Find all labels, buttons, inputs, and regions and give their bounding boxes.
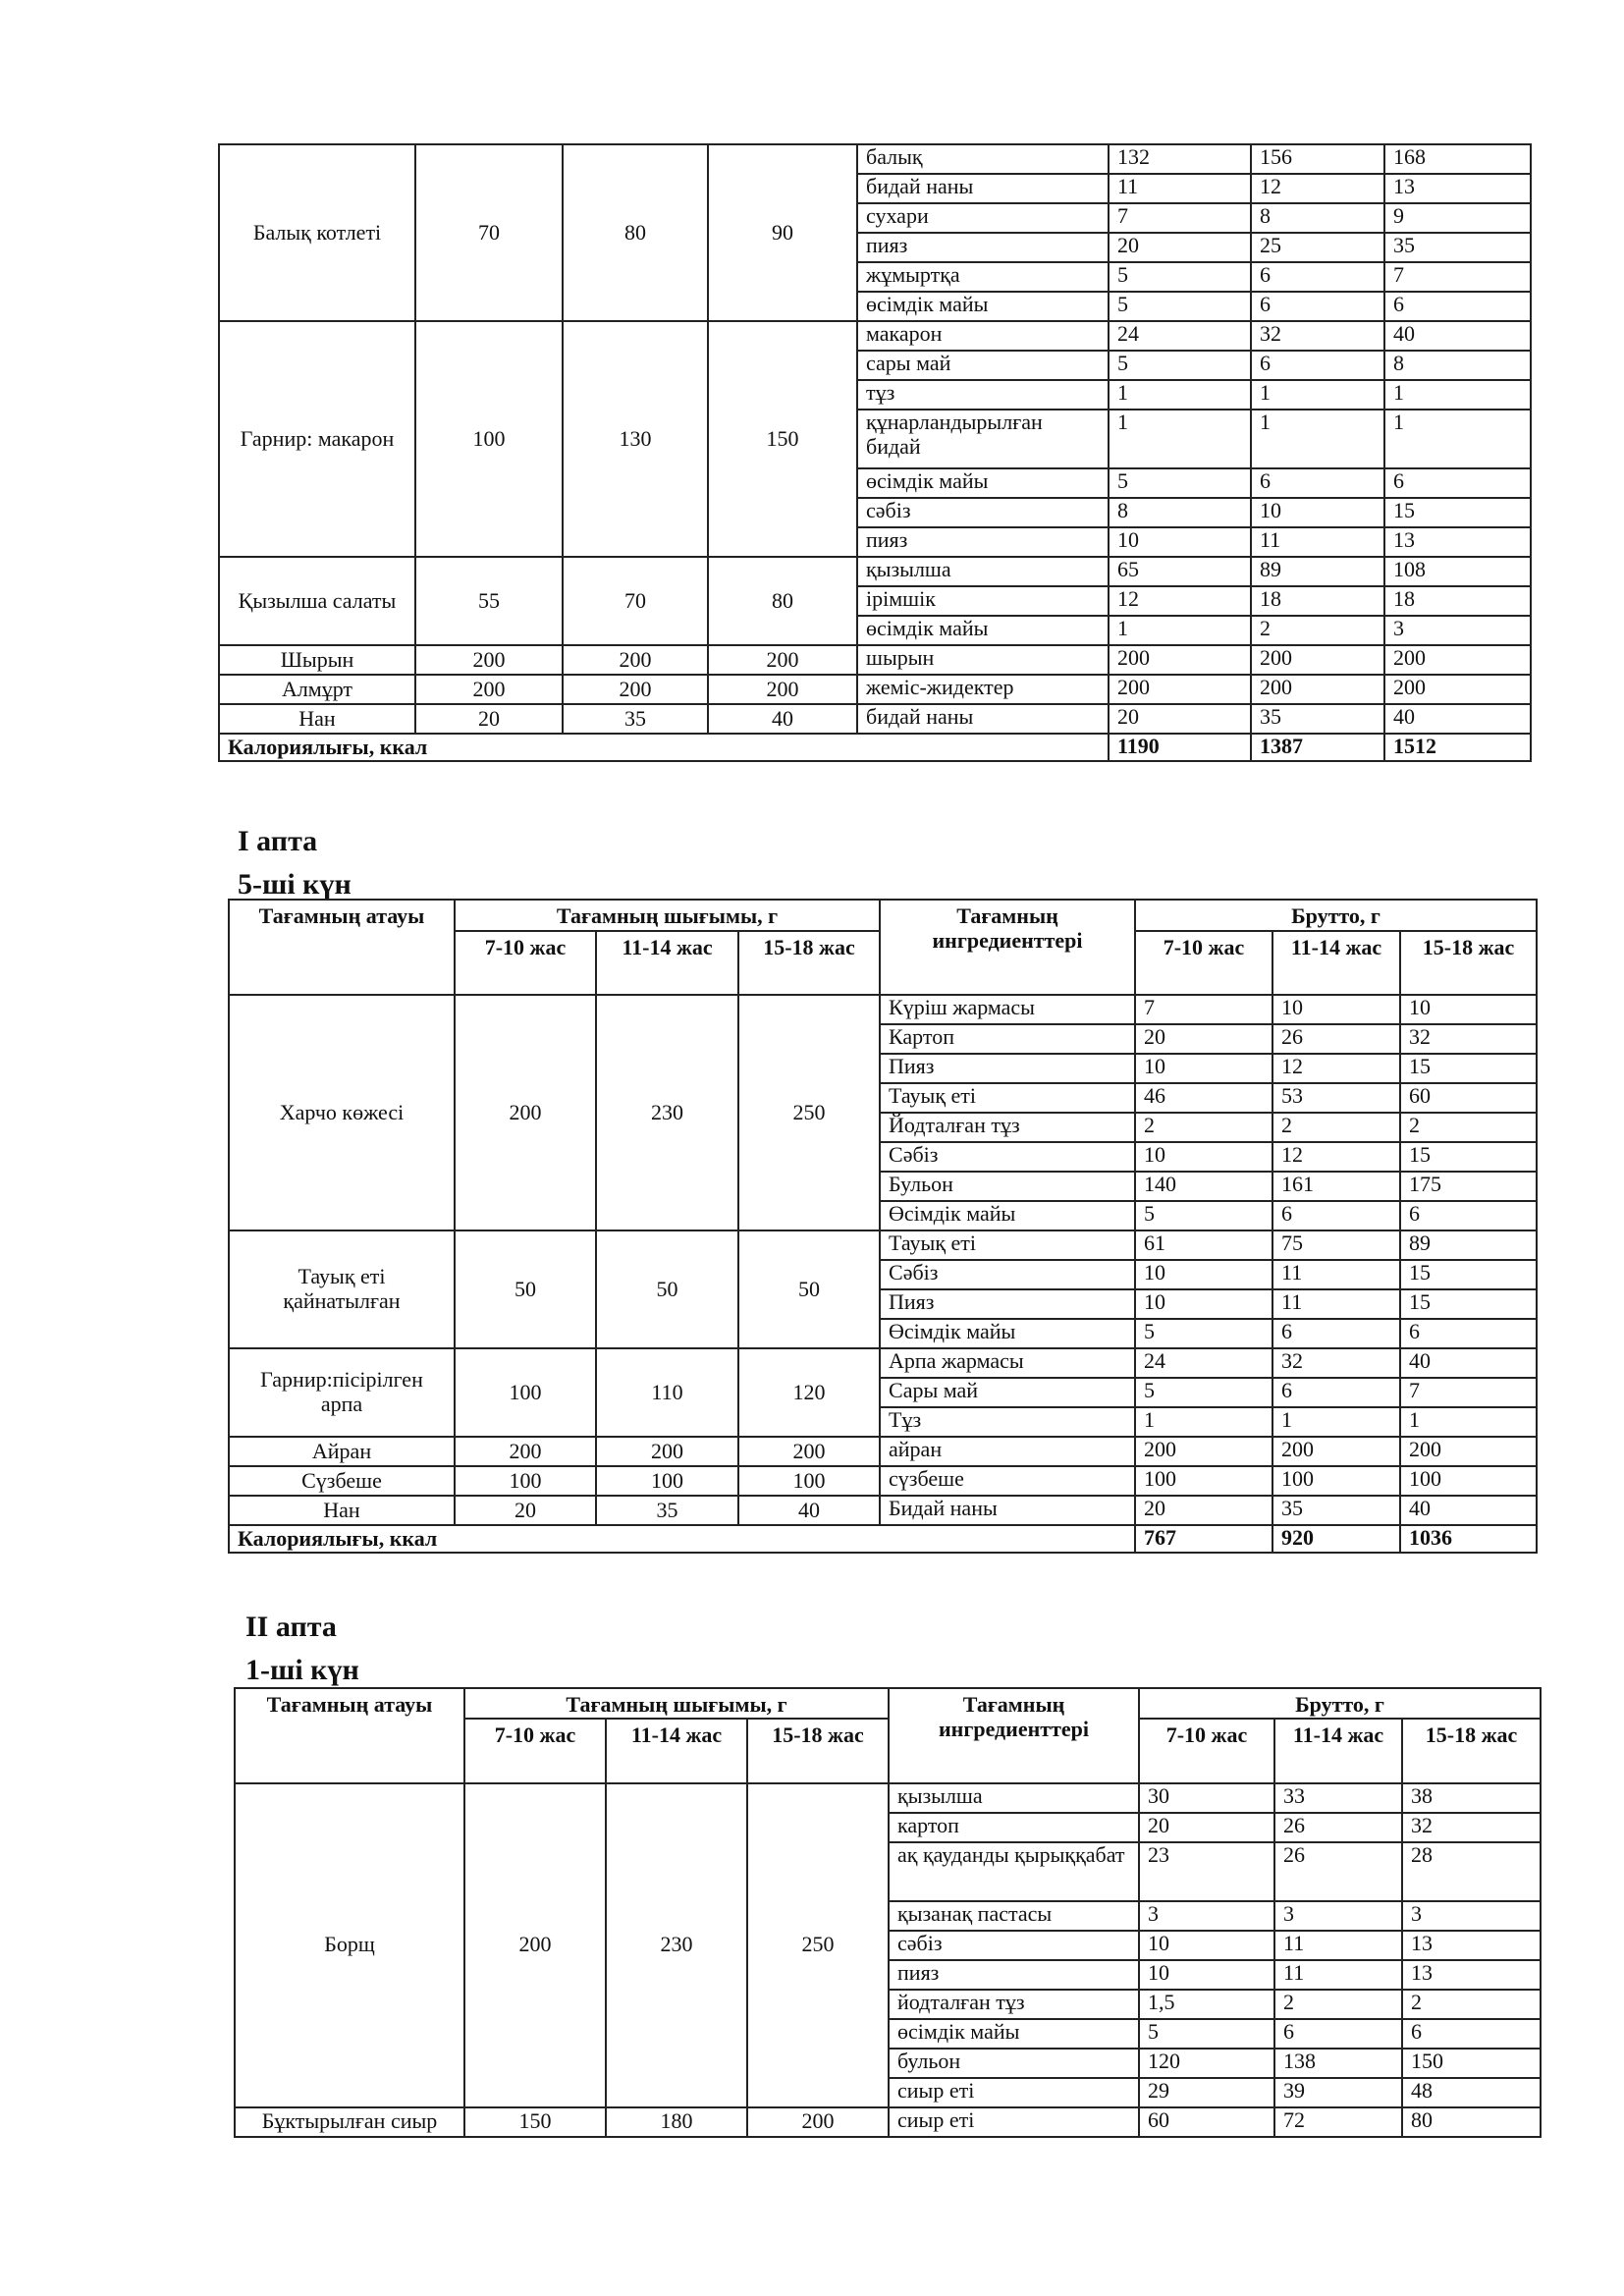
brutto-value: 2	[1251, 616, 1384, 645]
brutto-value: 11	[1272, 1289, 1400, 1319]
dish-name: Алмұрт	[219, 675, 415, 704]
calorie-value: 767	[1135, 1525, 1272, 1553]
dish-output-value: 200	[747, 2107, 889, 2137]
brutto-value: 89	[1400, 1230, 1537, 1260]
brutto-value: 38	[1402, 1783, 1541, 1813]
ingredient-name: сары май	[857, 351, 1109, 380]
calorie-value: 1387	[1251, 734, 1384, 761]
brutto-value: 6	[1384, 468, 1531, 498]
brutto-value: 13	[1384, 174, 1531, 203]
brutto-value: 39	[1274, 2078, 1402, 2107]
table-row	[229, 1466, 1537, 1496]
dish-output-value: 200	[596, 1437, 738, 1466]
brutto-value: 12	[1251, 174, 1384, 203]
brutto-value: 10	[1109, 527, 1251, 557]
brutto-value: 1	[1251, 410, 1384, 468]
ingredient-name: құнарландырылған бидай	[857, 410, 1109, 468]
header-dish-name: Тағамның атауы	[229, 900, 455, 995]
ingredient-name: өсімдік майы	[857, 468, 1109, 498]
brutto-value: 200	[1109, 645, 1251, 675]
dish-output-value: 20	[415, 704, 563, 734]
table-row	[229, 1496, 1537, 1525]
brutto-value: 11	[1274, 1931, 1402, 1960]
ingredient-name: Тауық еті	[880, 1083, 1135, 1113]
dish-output-value: 200	[708, 675, 857, 704]
ingredient-name: сәбіз	[857, 498, 1109, 527]
header-brutto-age-11-14: 11-14 жас	[1272, 931, 1400, 995]
dish-output-value: 180	[606, 2107, 747, 2137]
dish-name: Тауық еті қайнатылған	[229, 1230, 455, 1348]
ingredient-name: қызылша	[889, 1783, 1139, 1813]
brutto-value: 1	[1400, 1407, 1537, 1437]
brutto-value: 168	[1384, 144, 1531, 174]
ingredient-name: Сары май	[880, 1378, 1135, 1407]
day-heading: 1-ші күн	[245, 1654, 359, 1686]
table-row	[219, 675, 1531, 704]
menu-table-week1-day5	[228, 899, 1538, 1554]
brutto-value: 12	[1109, 586, 1251, 616]
menu-table-week2-day1	[234, 1687, 1542, 2138]
ingredient-name: өсімдік майы	[889, 2019, 1139, 2049]
dish-output-value: 120	[738, 1348, 880, 1437]
dish-output-value: 150	[464, 2107, 606, 2137]
brutto-value: 200	[1135, 1437, 1272, 1466]
ingredient-name: сухари	[857, 203, 1109, 233]
ingredient-name: шырын	[857, 645, 1109, 675]
brutto-value: 100	[1272, 1466, 1400, 1496]
table-row	[219, 645, 1531, 675]
brutto-value: 161	[1272, 1172, 1400, 1201]
brutto-value: 7	[1400, 1378, 1537, 1407]
table-row	[229, 1230, 1537, 1260]
brutto-value: 6	[1251, 351, 1384, 380]
brutto-value: 32	[1400, 1024, 1537, 1054]
brutto-value: 65	[1109, 557, 1251, 586]
brutto-value: 1	[1272, 1407, 1400, 1437]
ingredient-name: пияз	[857, 233, 1109, 262]
brutto-value: 9	[1384, 203, 1531, 233]
brutto-value: 8	[1109, 498, 1251, 527]
table-row	[229, 995, 1537, 1024]
brutto-value: 60	[1400, 1083, 1537, 1113]
brutto-value: 5	[1109, 351, 1251, 380]
ingredient-name: ірімшік	[857, 586, 1109, 616]
brutto-value: 20	[1135, 1024, 1272, 1054]
brutto-value: 23	[1139, 1842, 1274, 1901]
ingredient-name: Бульон	[880, 1172, 1135, 1201]
ingredient-name: қызылша	[857, 557, 1109, 586]
ingredient-name: Арпа жармасы	[880, 1348, 1135, 1378]
brutto-value: 2	[1135, 1113, 1272, 1142]
brutto-value: 20	[1139, 1813, 1274, 1842]
brutto-value: 33	[1274, 1783, 1402, 1813]
dish-name: Қызылша салаты	[219, 557, 415, 645]
dish-output-value: 90	[708, 144, 857, 321]
calorie-value: 1512	[1384, 734, 1531, 761]
brutto-value: 1	[1251, 380, 1384, 410]
brutto-value: 120	[1139, 2049, 1274, 2078]
calorie-value: 1036	[1400, 1525, 1537, 1553]
dish-output-value: 230	[596, 995, 738, 1230]
dish-name: Борщ	[235, 1783, 464, 2107]
dish-name: Харчо көжесі	[229, 995, 455, 1230]
table-row	[219, 557, 1531, 586]
dish-name: Айран	[229, 1437, 455, 1466]
calorie-label: Калориялығы, ккал	[219, 734, 1109, 761]
brutto-value: 6	[1251, 468, 1384, 498]
brutto-value: 6	[1400, 1201, 1537, 1230]
dish-output-value: 80	[708, 557, 857, 645]
week-heading: I апта	[238, 825, 318, 857]
ingredient-name: бульон	[889, 2049, 1139, 2078]
dish-output-value: 100	[455, 1466, 596, 1496]
ingredient-name: айран	[880, 1437, 1135, 1466]
brutto-value: 20	[1109, 704, 1251, 734]
brutto-value: 11	[1251, 527, 1384, 557]
brutto-value: 200	[1384, 675, 1531, 704]
ingredient-name: Бидай наны	[880, 1496, 1135, 1525]
brutto-value: 2	[1400, 1113, 1537, 1142]
brutto-value: 25	[1251, 233, 1384, 262]
ingredient-name: бидай наны	[857, 174, 1109, 203]
brutto-value: 80	[1402, 2107, 1541, 2137]
brutto-value: 5	[1135, 1378, 1272, 1407]
brutto-value: 32	[1251, 321, 1384, 351]
brutto-value: 26	[1272, 1024, 1400, 1054]
brutto-value: 140	[1135, 1172, 1272, 1201]
dish-output-value: 130	[563, 321, 708, 557]
header-output: Тағамның шығымы, г	[455, 900, 880, 931]
brutto-value: 32	[1402, 1813, 1541, 1842]
brutto-value: 7	[1384, 262, 1531, 292]
dish-output-value: 200	[464, 1783, 606, 2107]
brutto-value: 53	[1272, 1083, 1400, 1113]
ingredient-name: сәбіз	[889, 1931, 1139, 1960]
brutto-value: 40	[1384, 321, 1531, 351]
brutto-value: 32	[1272, 1348, 1400, 1378]
ingredient-name: Сәбіз	[880, 1142, 1135, 1172]
brutto-value: 10	[1135, 1289, 1272, 1319]
calorie-row	[219, 734, 1531, 761]
table-row	[235, 1783, 1541, 1813]
header-age-15-18: 15-18 жас	[747, 1719, 889, 1783]
brutto-value: 200	[1384, 645, 1531, 675]
ingredient-name: пияз	[857, 527, 1109, 557]
dish-output-value: 40	[738, 1496, 880, 1525]
brutto-value: 200	[1109, 675, 1251, 704]
brutto-value: 15	[1400, 1142, 1537, 1172]
brutto-value: 1,5	[1139, 1990, 1274, 2019]
header-ingredients: Тағамның ингредиенттері	[880, 900, 1135, 995]
dish-output-value: 200	[563, 645, 708, 675]
table-row	[219, 321, 1531, 351]
brutto-value: 5	[1109, 292, 1251, 321]
brutto-value: 6	[1402, 2019, 1541, 2049]
dish-output-value: 200	[415, 645, 563, 675]
brutto-value: 75	[1272, 1230, 1400, 1260]
brutto-value: 1	[1109, 616, 1251, 645]
dish-output-value: 20	[455, 1496, 596, 1525]
brutto-value: 3	[1274, 1901, 1402, 1931]
ingredient-name: өсімдік майы	[857, 616, 1109, 645]
brutto-value: 26	[1274, 1842, 1402, 1901]
calorie-row	[229, 1525, 1537, 1553]
brutto-value: 10	[1135, 1142, 1272, 1172]
brutto-value: 6	[1251, 262, 1384, 292]
ingredient-name: пияз	[889, 1960, 1139, 1990]
brutto-value: 100	[1135, 1466, 1272, 1496]
brutto-value: 100	[1400, 1466, 1537, 1496]
brutto-value: 13	[1384, 527, 1531, 557]
brutto-value: 10	[1135, 1054, 1272, 1083]
brutto-value: 5	[1135, 1319, 1272, 1348]
ingredient-name: бидай наны	[857, 704, 1109, 734]
header-brutto-age-11-14: 11-14 жас	[1274, 1719, 1402, 1783]
dish-output-value: 50	[596, 1230, 738, 1348]
dish-output-value: 35	[563, 704, 708, 734]
ingredient-name: макарон	[857, 321, 1109, 351]
brutto-value: 108	[1384, 557, 1531, 586]
brutto-value: 138	[1274, 2049, 1402, 2078]
dish-output-value: 35	[596, 1496, 738, 1525]
brutto-value: 175	[1400, 1172, 1537, 1201]
brutto-value: 6	[1400, 1319, 1537, 1348]
ingredient-name: Өсімдік майы	[880, 1201, 1135, 1230]
header-brutto-age-15-18: 15-18 жас	[1400, 931, 1537, 995]
ingredient-name: сиыр еті	[889, 2078, 1139, 2107]
dish-name: Нан	[229, 1496, 455, 1525]
header-age-7-10: 7-10 жас	[455, 931, 596, 995]
ingredient-name: Тауық еті	[880, 1230, 1135, 1260]
brutto-value: 5	[1139, 2019, 1274, 2049]
header-age-7-10: 7-10 жас	[464, 1719, 606, 1783]
header-dish-name: Тағамның атауы	[235, 1688, 464, 1783]
brutto-value: 10	[1251, 498, 1384, 527]
brutto-value: 7	[1135, 995, 1272, 1024]
brutto-value: 35	[1251, 704, 1384, 734]
ingredient-name: Сәбіз	[880, 1260, 1135, 1289]
brutto-value: 13	[1402, 1931, 1541, 1960]
dish-output-value: 200	[563, 675, 708, 704]
dish-output-value: 100	[738, 1466, 880, 1496]
dish-output-value: 55	[415, 557, 563, 645]
brutto-value: 200	[1251, 645, 1384, 675]
brutto-value: 72	[1274, 2107, 1402, 2137]
brutto-value: 30	[1139, 1783, 1274, 1813]
brutto-value: 13	[1402, 1960, 1541, 1990]
dish-output-value: 110	[596, 1348, 738, 1437]
brutto-value: 10	[1135, 1260, 1272, 1289]
brutto-value: 1	[1135, 1407, 1272, 1437]
brutto-value: 132	[1109, 144, 1251, 174]
brutto-value: 11	[1272, 1260, 1400, 1289]
brutto-value: 40	[1384, 704, 1531, 734]
brutto-value: 40	[1400, 1348, 1537, 1378]
brutto-value: 12	[1272, 1054, 1400, 1083]
brutto-value: 20	[1135, 1496, 1272, 1525]
brutto-value: 6	[1272, 1201, 1400, 1230]
brutto-value: 10	[1272, 995, 1400, 1024]
dish-output-value: 100	[415, 321, 563, 557]
brutto-value: 2	[1402, 1990, 1541, 2019]
calorie-value: 1190	[1109, 734, 1251, 761]
table-row	[235, 2107, 1541, 2137]
ingredient-name: Картоп	[880, 1024, 1135, 1054]
brutto-value: 200	[1272, 1437, 1400, 1466]
ingredient-name: картоп	[889, 1813, 1139, 1842]
dish-output-value: 150	[708, 321, 857, 557]
dish-output-value: 200	[415, 675, 563, 704]
dish-name: Гарнир: макарон	[219, 321, 415, 557]
brutto-value: 8	[1251, 203, 1384, 233]
week-heading: II апта	[245, 1611, 337, 1643]
dish-output-value: 40	[708, 704, 857, 734]
ingredient-name: сүзбеше	[880, 1466, 1135, 1496]
brutto-value: 8	[1384, 351, 1531, 380]
brutto-value: 200	[1251, 675, 1384, 704]
brutto-value: 1	[1384, 380, 1531, 410]
brutto-value: 15	[1400, 1054, 1537, 1083]
brutto-value: 156	[1251, 144, 1384, 174]
ingredient-name: тұз	[857, 380, 1109, 410]
ingredient-name: сиыр еті	[889, 2107, 1139, 2137]
brutto-value: 200	[1400, 1437, 1537, 1466]
brutto-value: 18	[1251, 586, 1384, 616]
header-brutto-age-15-18: 15-18 жас	[1402, 1719, 1541, 1783]
brutto-value: 3	[1139, 1901, 1274, 1931]
dish-name: Бұктырылған сиыр	[235, 2107, 464, 2137]
header-ingredients: Тағамның ингредиенттері	[889, 1688, 1139, 1783]
brutto-value: 6	[1384, 292, 1531, 321]
ingredient-name: өсімдік майы	[857, 292, 1109, 321]
calorie-label: Калориялығы, ккал	[229, 1525, 1135, 1553]
dish-name: Шырын	[219, 645, 415, 675]
ingredient-name: ақ қауданды қырыққабат	[889, 1842, 1139, 1901]
brutto-value: 60	[1139, 2107, 1274, 2137]
brutto-value: 11	[1274, 1960, 1402, 1990]
dish-output-value: 50	[455, 1230, 596, 1348]
dish-output-value: 200	[455, 995, 596, 1230]
dish-output-value: 80	[563, 144, 708, 321]
brutto-value: 2	[1272, 1113, 1400, 1142]
brutto-value: 2	[1274, 1990, 1402, 2019]
brutto-value: 6	[1272, 1378, 1400, 1407]
ingredient-name: Йодталған тұз	[880, 1113, 1135, 1142]
brutto-value: 29	[1139, 2078, 1274, 2107]
brutto-value: 5	[1109, 262, 1251, 292]
brutto-value: 40	[1400, 1496, 1537, 1525]
menu-table-continuation	[218, 143, 1532, 762]
ingredient-name: жеміс-жидектер	[857, 675, 1109, 704]
header-age-15-18: 15-18 жас	[738, 931, 880, 995]
ingredient-name: Пияз	[880, 1289, 1135, 1319]
brutto-value: 11	[1109, 174, 1251, 203]
brutto-value: 35	[1384, 233, 1531, 262]
brutto-value: 89	[1251, 557, 1384, 586]
brutto-value: 24	[1135, 1348, 1272, 1378]
brutto-value: 7	[1109, 203, 1251, 233]
dish-output-value: 250	[738, 995, 880, 1230]
brutto-value: 18	[1384, 586, 1531, 616]
brutto-value: 20	[1109, 233, 1251, 262]
dish-output-value: 100	[455, 1348, 596, 1437]
ingredient-name: балық	[857, 144, 1109, 174]
brutto-value: 15	[1384, 498, 1531, 527]
brutto-value: 46	[1135, 1083, 1272, 1113]
dish-output-value: 200	[738, 1437, 880, 1466]
ingredient-name: Тұз	[880, 1407, 1135, 1437]
dish-name: Сүзбеше	[229, 1466, 455, 1496]
brutto-value: 12	[1272, 1142, 1400, 1172]
header-brutto: Брутто, г	[1135, 900, 1537, 931]
brutto-value: 28	[1402, 1842, 1541, 1901]
brutto-value: 6	[1272, 1319, 1400, 1348]
dish-output-value: 70	[415, 144, 563, 321]
brutto-value: 3	[1402, 1901, 1541, 1931]
table-row	[219, 704, 1531, 734]
brutto-value: 24	[1109, 321, 1251, 351]
brutto-value: 15	[1400, 1289, 1537, 1319]
dish-output-value: 50	[738, 1230, 880, 1348]
ingredient-name: Күріш жармасы	[880, 995, 1135, 1024]
ingredient-name: йодталған тұз	[889, 1990, 1139, 2019]
ingredient-name: Пияз	[880, 1054, 1135, 1083]
table-row	[229, 1437, 1537, 1466]
dish-output-value: 250	[747, 1783, 889, 2107]
brutto-value: 6	[1274, 2019, 1402, 2049]
ingredient-name: Өсімдік майы	[880, 1319, 1135, 1348]
brutto-value: 10	[1139, 1960, 1274, 1990]
header-output: Тағамның шығымы, г	[464, 1688, 889, 1719]
brutto-value: 5	[1109, 468, 1251, 498]
brutto-value: 26	[1274, 1813, 1402, 1842]
calorie-value: 920	[1272, 1525, 1400, 1553]
header-brutto-age-7-10: 7-10 жас	[1139, 1719, 1274, 1783]
header-brutto: Брутто, г	[1139, 1688, 1541, 1719]
table-row	[219, 144, 1531, 174]
brutto-value: 35	[1272, 1496, 1400, 1525]
brutto-value: 15	[1400, 1260, 1537, 1289]
day-heading: 5-ші күн	[238, 868, 352, 901]
dish-output-value: 100	[596, 1466, 738, 1496]
dish-name: Нан	[219, 704, 415, 734]
brutto-value: 1	[1384, 410, 1531, 468]
dish-output-value: 70	[563, 557, 708, 645]
header-age-11-14: 11-14 жас	[606, 1719, 747, 1783]
brutto-value: 10	[1400, 995, 1537, 1024]
header-brutto-age-7-10: 7-10 жас	[1135, 931, 1272, 995]
dish-output-value: 200	[708, 645, 857, 675]
table-row	[229, 1348, 1537, 1378]
ingredient-name: жұмыртқа	[857, 262, 1109, 292]
header-age-11-14: 11-14 жас	[596, 931, 738, 995]
dish-name: Гарнир:пісірілген арпа	[229, 1348, 455, 1437]
dish-name: Балық котлеті	[219, 144, 415, 321]
dish-output-value: 230	[606, 1783, 747, 2107]
brutto-value: 5	[1135, 1201, 1272, 1230]
brutto-value: 150	[1402, 2049, 1541, 2078]
brutto-value: 48	[1402, 2078, 1541, 2107]
brutto-value: 1	[1109, 410, 1251, 468]
dish-output-value: 200	[455, 1437, 596, 1466]
ingredient-name: қызанақ пастасы	[889, 1901, 1139, 1931]
brutto-value: 10	[1139, 1931, 1274, 1960]
brutto-value: 6	[1251, 292, 1384, 321]
brutto-value: 61	[1135, 1230, 1272, 1260]
brutto-value: 3	[1384, 616, 1531, 645]
brutto-value: 1	[1109, 380, 1251, 410]
